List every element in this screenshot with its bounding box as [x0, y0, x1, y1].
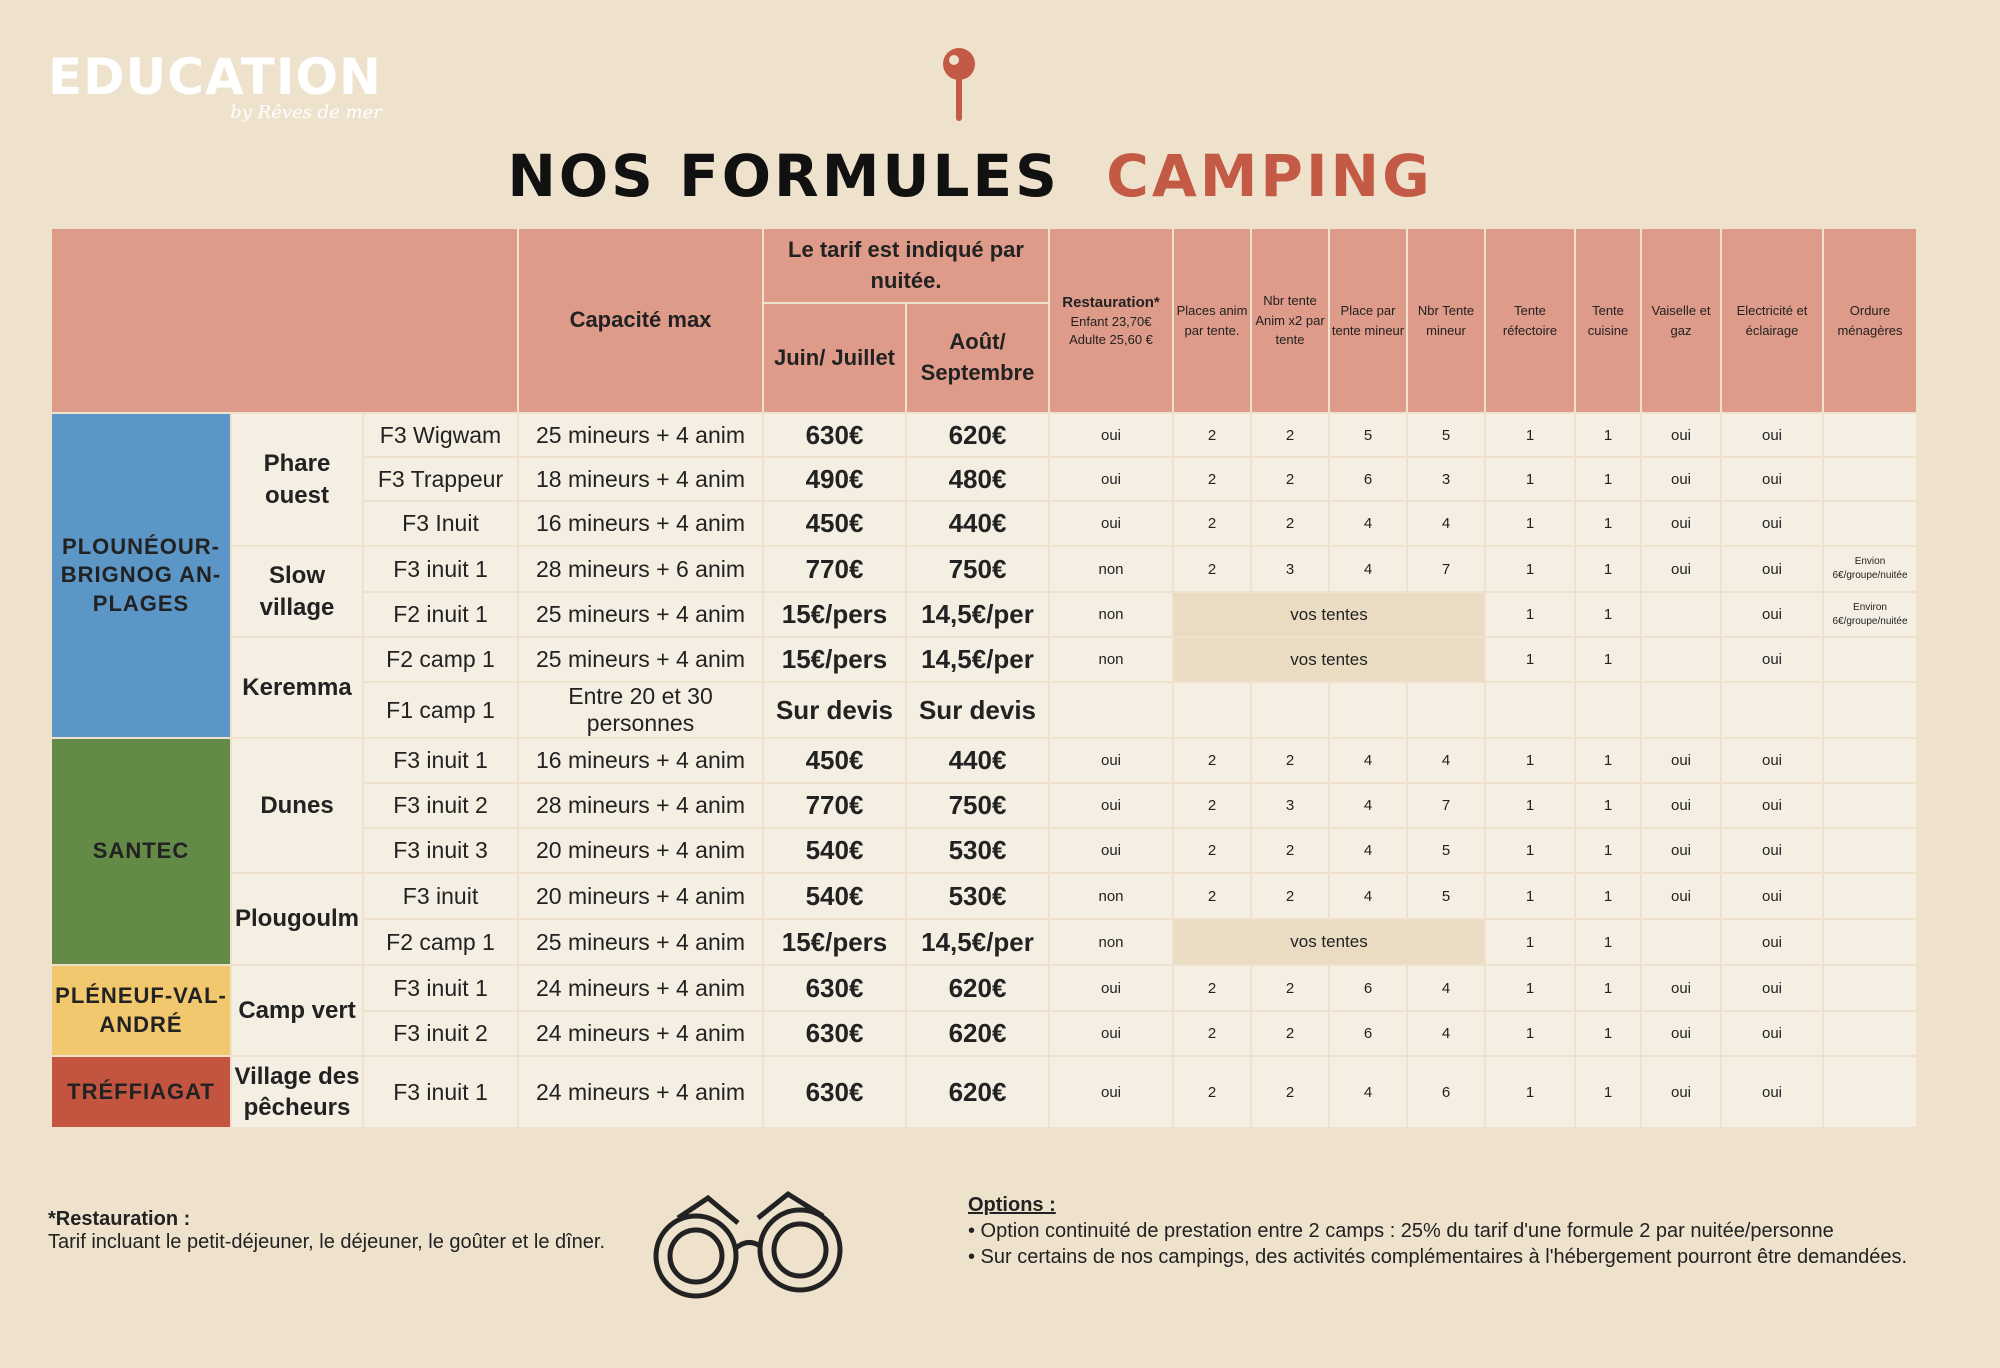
vaisselle-cell: [1641, 637, 1721, 682]
places-anim-cell: 2: [1173, 873, 1251, 919]
electricite-cell: oui: [1721, 413, 1823, 457]
price-aout-cell: 530€: [906, 873, 1049, 919]
places-anim-cell: 2: [1173, 413, 1251, 457]
ordure-cell: [1823, 1056, 1917, 1128]
tente-refectoire-cell: 1: [1485, 828, 1575, 873]
ordure-cell: [1823, 783, 1917, 828]
places-anim-cell: 2: [1173, 546, 1251, 592]
price-juin-cell: 15€/pers: [763, 919, 906, 965]
electricite-cell: oui: [1721, 592, 1823, 637]
logo-main-text: EDUCATION: [48, 48, 382, 106]
price-aout-cell: 14,5€/per: [906, 919, 1049, 965]
price-juin-cell: 540€: [763, 828, 906, 873]
table-row: [51, 413, 1917, 457]
camp-name: Dunes: [231, 738, 363, 873]
nbr-tente-mineur-cell: 4: [1407, 501, 1485, 546]
price-juin-cell: 630€: [763, 1056, 906, 1128]
header-tente-refectoire: Tente réfectoire: [1485, 228, 1575, 413]
vaisselle-cell: oui: [1641, 546, 1721, 592]
price-aout-cell: 14,5€/per: [906, 637, 1049, 682]
logo-sub-text: by Rêves de mer: [230, 102, 382, 123]
capacite-cell: 25 mineurs + 4 anim: [518, 919, 763, 965]
tente-cuisine-cell: 1: [1575, 828, 1641, 873]
places-anim-cell: 2: [1173, 1056, 1251, 1128]
option-2: • Sur certains de nos campings, des activités complémentaires à l'hébergement pourront être demandées.: [968, 1246, 1908, 1268]
header-tarif: Le tarif est indiqué par nuitée.: [763, 228, 1049, 303]
electricite-cell: oui: [1721, 783, 1823, 828]
tente-cuisine-cell: 1: [1575, 965, 1641, 1011]
place-mineur-cell: 6: [1329, 1011, 1407, 1056]
electricite-cell: oui: [1721, 873, 1823, 919]
electricite-cell: [1721, 682, 1823, 738]
formule-cell: F3 inuit 2: [363, 783, 518, 828]
formule-cell: F2 camp 1: [363, 919, 518, 965]
restauration-cell: oui: [1049, 1056, 1173, 1128]
price-aout-cell: 440€: [906, 738, 1049, 783]
restauration-cell: oui: [1049, 965, 1173, 1011]
tente-refectoire-cell: 1: [1485, 1056, 1575, 1128]
header-resto-enfant: Enfant 23,70€: [1070, 314, 1152, 330]
table-row: [51, 546, 1917, 592]
restauration-cell: oui: [1049, 783, 1173, 828]
restauration-cell: oui: [1049, 828, 1173, 873]
electricite-cell: oui: [1721, 738, 1823, 783]
formule-cell: F3 Trappeur: [363, 457, 518, 501]
capacite-cell: Entre 20 et 30 personnes: [518, 682, 763, 738]
price-aout-cell: 480€: [906, 457, 1049, 501]
places-anim-cell: 2: [1173, 783, 1251, 828]
tente-cuisine-cell: 1: [1575, 1011, 1641, 1056]
camp-name: Phare ouest: [231, 413, 363, 546]
header-resto-adulte: Adulte 25,60 €: [1069, 331, 1153, 347]
price-juin-cell: 450€: [763, 738, 906, 783]
price-juin-cell: 630€: [763, 965, 906, 1011]
nbr-tente-anim-cell: 2: [1251, 965, 1329, 1011]
nbr-tente-mineur-cell: 4: [1407, 1011, 1485, 1056]
places-anim-cell: 2: [1173, 828, 1251, 873]
ordure-cell: [1823, 873, 1917, 919]
places-anim-cell: 2: [1173, 738, 1251, 783]
ordure-cell: [1823, 682, 1917, 738]
capacite-cell: 18 mineurs + 4 anim: [518, 457, 763, 501]
tente-cuisine-cell: 1: [1575, 413, 1641, 457]
nbr-tente-anim-cell: 2: [1251, 1011, 1329, 1056]
capacite-cell: 28 mineurs + 4 anim: [518, 783, 763, 828]
nbr-tente-anim-cell: 2: [1251, 828, 1329, 873]
region-treffiagat: TRÉFFIAGAT: [51, 1056, 231, 1128]
nbr-tente-anim-cell: 2: [1251, 457, 1329, 501]
electricite-cell: oui: [1721, 965, 1823, 1011]
nbr-tente-mineur-cell: 7: [1407, 783, 1485, 828]
header-electricite: Electricité et éclairage: [1721, 228, 1823, 413]
capacite-cell: 20 mineurs + 4 anim: [518, 828, 763, 873]
map-pin-icon: [938, 46, 980, 126]
table-row: [51, 637, 1917, 682]
electricite-cell: oui: [1721, 1056, 1823, 1128]
electricite-cell: oui: [1721, 501, 1823, 546]
table-row: [51, 965, 1917, 1011]
tente-refectoire-cell: 1: [1485, 592, 1575, 637]
restauration-note-title: *Restauration :: [48, 1208, 191, 1230]
price-aout-cell: 14,5€/per: [906, 592, 1049, 637]
price-aout-cell: 530€: [906, 828, 1049, 873]
capacite-cell: 16 mineurs + 4 anim: [518, 501, 763, 546]
formule-cell: F1 camp 1: [363, 682, 518, 738]
price-aout-cell: Sur devis: [906, 682, 1049, 738]
ordure-cell: Environ 6€/groupe/nuitée: [1823, 592, 1917, 637]
capacite-cell: 16 mineurs + 4 anim: [518, 738, 763, 783]
header-aout: Août/ Septembre: [906, 303, 1049, 413]
nbr-tente-anim-cell: 3: [1251, 783, 1329, 828]
nbr-tente-anim-cell: 2: [1251, 873, 1329, 919]
tente-refectoire-cell: 1: [1485, 873, 1575, 919]
tente-refectoire-cell: 1: [1485, 1011, 1575, 1056]
restauration-note: [48, 1208, 605, 1254]
vos-tentes-cell: vos tentes: [1173, 592, 1485, 637]
capacite-cell: 24 mineurs + 4 anim: [518, 965, 763, 1011]
vaisselle-cell: oui: [1641, 501, 1721, 546]
restauration-cell: non: [1049, 637, 1173, 682]
price-juin-cell: 450€: [763, 501, 906, 546]
restauration-cell: non: [1049, 919, 1173, 965]
nbr-tente-mineur-cell: 3: [1407, 457, 1485, 501]
binoculars-icon: [648, 1188, 848, 1308]
place-mineur-cell: 4: [1329, 828, 1407, 873]
header-juin: Juin/ Juillet: [763, 303, 906, 413]
vaisselle-cell: [1641, 682, 1721, 738]
price-aout-cell: 440€: [906, 501, 1049, 546]
tente-refectoire-cell: 1: [1485, 965, 1575, 1011]
price-juin-cell: 15€/pers: [763, 592, 906, 637]
place-mineur-cell: [1329, 682, 1407, 738]
tente-refectoire-cell: [1485, 682, 1575, 738]
camp-name: Slow village: [231, 546, 363, 637]
tente-cuisine-cell: 1: [1575, 919, 1641, 965]
nbr-tente-anim-cell: 2: [1251, 1056, 1329, 1128]
header-nbr-tente-mineur: Nbr Tente mineur: [1407, 228, 1485, 413]
header-places-anim: Places anim par tente.: [1173, 228, 1251, 413]
price-aout-cell: 620€: [906, 1056, 1049, 1128]
table-row: [51, 873, 1917, 919]
place-mineur-cell: 4: [1329, 1056, 1407, 1128]
place-mineur-cell: 5: [1329, 413, 1407, 457]
restauration-cell: non: [1049, 873, 1173, 919]
region-santec: SANTEC: [51, 738, 231, 965]
vaisselle-cell: oui: [1641, 873, 1721, 919]
restauration-cell: oui: [1049, 501, 1173, 546]
vos-tentes-cell: vos tentes: [1173, 919, 1485, 965]
formule-cell: F3 inuit 1: [363, 738, 518, 783]
region-plouneour: PLOUNÉOUR-BRIGNOG AN-PLAGES: [51, 413, 231, 738]
formule-cell: F3 Inuit: [363, 501, 518, 546]
formule-cell: F3 inuit 2: [363, 1011, 518, 1056]
options-title: Options :: [968, 1194, 1056, 1216]
nbr-tente-anim-cell: 2: [1251, 501, 1329, 546]
nbr-tente-mineur-cell: 5: [1407, 828, 1485, 873]
options-note: [968, 1192, 1907, 1270]
nbr-tente-anim-cell: 2: [1251, 413, 1329, 457]
ordure-cell: [1823, 637, 1917, 682]
capacite-cell: 28 mineurs + 6 anim: [518, 546, 763, 592]
tente-refectoire-cell: 1: [1485, 637, 1575, 682]
tente-cuisine-cell: 1: [1575, 637, 1641, 682]
capacite-cell: 24 mineurs + 4 anim: [518, 1011, 763, 1056]
capacite-cell: 25 mineurs + 4 anim: [518, 413, 763, 457]
ordure-cell: [1823, 457, 1917, 501]
price-juin-cell: 630€: [763, 413, 906, 457]
header-resto-title: Restauration*: [1062, 293, 1160, 311]
nbr-tente-anim-cell: 3: [1251, 546, 1329, 592]
tente-cuisine-cell: 1: [1575, 592, 1641, 637]
price-aout-cell: 620€: [906, 965, 1049, 1011]
tente-cuisine-cell: 1: [1575, 546, 1641, 592]
vaisselle-cell: oui: [1641, 738, 1721, 783]
restauration-cell: oui: [1049, 1011, 1173, 1056]
vaisselle-cell: oui: [1641, 828, 1721, 873]
ordure-cell: [1823, 919, 1917, 965]
price-juin-cell: 770€: [763, 546, 906, 592]
place-mineur-cell: 6: [1329, 457, 1407, 501]
formule-cell: F3 inuit 3: [363, 828, 518, 873]
nbr-tente-mineur-cell: 5: [1407, 873, 1485, 919]
nbr-tente-mineur-cell: [1407, 682, 1485, 738]
place-mineur-cell: 4: [1329, 501, 1407, 546]
place-mineur-cell: 4: [1329, 738, 1407, 783]
tente-cuisine-cell: 1: [1575, 783, 1641, 828]
electricite-cell: oui: [1721, 637, 1823, 682]
vaisselle-cell: [1641, 919, 1721, 965]
header-vaisselle: Vaiselle et gaz: [1641, 228, 1721, 413]
tente-cuisine-cell: 1: [1575, 738, 1641, 783]
formule-cell: F3 inuit 1: [363, 965, 518, 1011]
place-mineur-cell: 4: [1329, 783, 1407, 828]
capacite-cell: 25 mineurs + 4 anim: [518, 637, 763, 682]
electricite-cell: oui: [1721, 919, 1823, 965]
header-restauration: [1049, 228, 1173, 413]
place-mineur-cell: 4: [1329, 546, 1407, 592]
vaisselle-cell: oui: [1641, 783, 1721, 828]
tente-cuisine-cell: [1575, 682, 1641, 738]
electricite-cell: oui: [1721, 828, 1823, 873]
tente-cuisine-cell: 1: [1575, 1056, 1641, 1128]
camp-name: Plougoulm: [231, 873, 363, 965]
price-juin-cell: Sur devis: [763, 682, 906, 738]
electricite-cell: oui: [1721, 546, 1823, 592]
header-capacite: Capacité max: [518, 228, 763, 413]
places-anim-cell: 2: [1173, 965, 1251, 1011]
camp-name: Camp vert: [231, 965, 363, 1056]
formule-cell: F3 inuit: [363, 873, 518, 919]
nbr-tente-mineur-cell: 4: [1407, 738, 1485, 783]
tente-refectoire-cell: 1: [1485, 413, 1575, 457]
ordure-cell: [1823, 738, 1917, 783]
region-pleneuf: PLÉNEUF-VAL-ANDRÉ: [51, 965, 231, 1056]
nbr-tente-mineur-cell: 5: [1407, 413, 1485, 457]
restauration-cell: [1049, 682, 1173, 738]
capacite-cell: 24 mineurs + 4 anim: [518, 1056, 763, 1128]
nbr-tente-mineur-cell: 7: [1407, 546, 1485, 592]
education-logo: [48, 48, 382, 123]
capacite-cell: 20 mineurs + 4 anim: [518, 873, 763, 919]
tente-refectoire-cell: 1: [1485, 919, 1575, 965]
ordure-cell: Envion 6€/groupe/nuitée: [1823, 546, 1917, 592]
price-aout-cell: 620€: [906, 413, 1049, 457]
header-nbr-tente-anim: Nbr tente Anim x2 par tente: [1251, 228, 1329, 413]
header-empty: [51, 228, 518, 413]
places-anim-cell: 2: [1173, 1011, 1251, 1056]
tente-refectoire-cell: 1: [1485, 738, 1575, 783]
ordure-cell: [1823, 828, 1917, 873]
place-mineur-cell: 6: [1329, 965, 1407, 1011]
price-juin-cell: 15€/pers: [763, 637, 906, 682]
restauration-cell: non: [1049, 546, 1173, 592]
tente-refectoire-cell: 1: [1485, 457, 1575, 501]
places-anim-cell: [1173, 682, 1251, 738]
table-row: [51, 738, 1917, 783]
restauration-cell: oui: [1049, 738, 1173, 783]
formule-cell: F2 camp 1: [363, 637, 518, 682]
nbr-tente-mineur-cell: 4: [1407, 965, 1485, 1011]
formule-cell: F2 inuit 1: [363, 592, 518, 637]
tente-cuisine-cell: 1: [1575, 873, 1641, 919]
table-row: [51, 1056, 1917, 1128]
vaisselle-cell: oui: [1641, 457, 1721, 501]
vos-tentes-cell: vos tentes: [1173, 637, 1485, 682]
ordure-cell: [1823, 413, 1917, 457]
price-juin-cell: 770€: [763, 783, 906, 828]
place-mineur-cell: 4: [1329, 873, 1407, 919]
tente-cuisine-cell: 1: [1575, 501, 1641, 546]
vaisselle-cell: oui: [1641, 1011, 1721, 1056]
pricing-table: [50, 227, 1918, 1129]
vaisselle-cell: oui: [1641, 965, 1721, 1011]
restauration-note-text: Tarif incluant le petit-déjeuner, le déjeuner, le goûter et le dîner.: [48, 1231, 606, 1253]
price-juin-cell: 540€: [763, 873, 906, 919]
places-anim-cell: 2: [1173, 457, 1251, 501]
title-part-1: NOS FORMULES: [507, 142, 1060, 210]
nbr-tente-anim-cell: [1251, 682, 1329, 738]
header-place-mineur: Place par tente mineur: [1329, 228, 1407, 413]
price-aout-cell: 620€: [906, 1011, 1049, 1056]
formule-cell: F3 inuit 1: [363, 1056, 518, 1128]
camp-name: Keremma: [231, 637, 363, 738]
title-part-2: CAMPING: [1106, 142, 1433, 210]
ordure-cell: [1823, 965, 1917, 1011]
price-aout-cell: 750€: [906, 783, 1049, 828]
vaisselle-cell: oui: [1641, 413, 1721, 457]
places-anim-cell: 2: [1173, 501, 1251, 546]
electricite-cell: oui: [1721, 457, 1823, 501]
nbr-tente-mineur-cell: 6: [1407, 1056, 1485, 1128]
price-juin-cell: 490€: [763, 457, 906, 501]
price-juin-cell: 630€: [763, 1011, 906, 1056]
restauration-cell: oui: [1049, 413, 1173, 457]
restauration-cell: non: [1049, 592, 1173, 637]
option-1: • Option continuité de prestation entre 2 camps : 25% du tarif d'une formule 2 par nuitée/personne: [968, 1220, 1834, 1242]
tente-refectoire-cell: 1: [1485, 783, 1575, 828]
header-ordure: Ordure ménagères: [1823, 228, 1917, 413]
formule-cell: F3 inuit 1: [363, 546, 518, 592]
page-title: [0, 142, 1940, 210]
header-tente-cuisine: Tente cuisine: [1575, 228, 1641, 413]
capacite-cell: 25 mineurs + 4 anim: [518, 592, 763, 637]
electricite-cell: oui: [1721, 1011, 1823, 1056]
vaisselle-cell: [1641, 592, 1721, 637]
nbr-tente-anim-cell: 2: [1251, 738, 1329, 783]
tente-cuisine-cell: 1: [1575, 457, 1641, 501]
vaisselle-cell: oui: [1641, 1056, 1721, 1128]
price-aout-cell: 750€: [906, 546, 1049, 592]
ordure-cell: [1823, 501, 1917, 546]
ordure-cell: [1823, 1011, 1917, 1056]
tente-refectoire-cell: 1: [1485, 546, 1575, 592]
restauration-cell: oui: [1049, 457, 1173, 501]
tente-refectoire-cell: 1: [1485, 501, 1575, 546]
formule-cell: F3 Wigwam: [363, 413, 518, 457]
camp-name: Village des pêcheurs: [231, 1056, 363, 1128]
